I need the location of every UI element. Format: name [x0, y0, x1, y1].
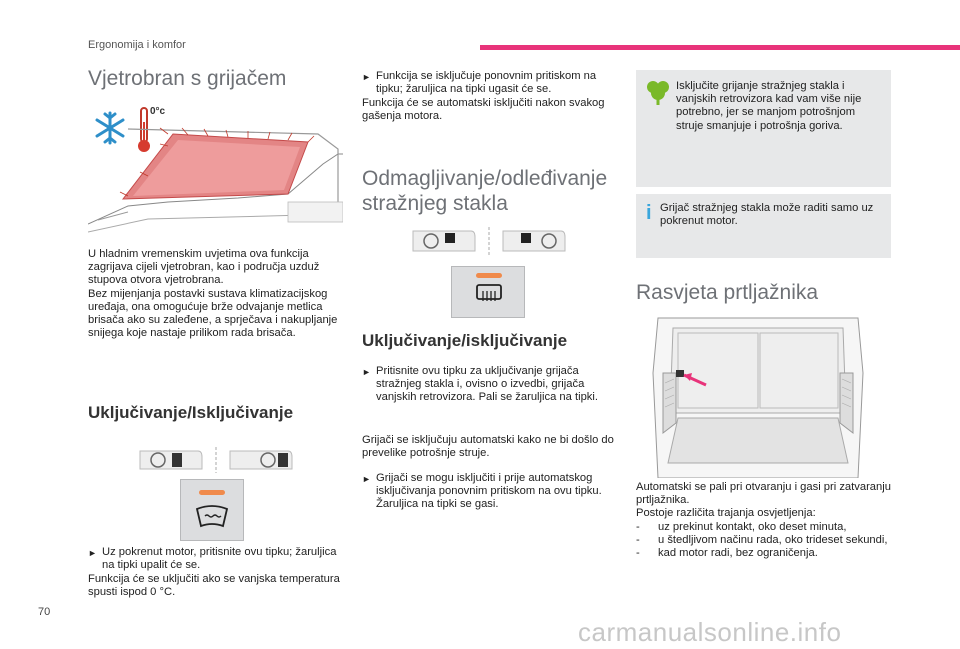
info-note-box	[636, 194, 891, 258]
bullet-arrow-icon: ►	[362, 72, 371, 82]
boot-illustration	[648, 313, 868, 483]
bullet-arrow-icon: ►	[88, 548, 97, 558]
windscreen-bullet	[88, 546, 343, 572]
windscreen-title: Vjetrobran s grijačem	[88, 67, 287, 90]
rear-off-bullet-text: Funkcija se isključuje ponovnim pritiskom na tipku; žaruljica na tipki ugasit će se.	[376, 70, 597, 96]
rear-dashboard-illustration	[411, 227, 567, 262]
info-note-text: Grijač stražnjeg stakla može raditi samo uz pokrenut motor.	[660, 202, 874, 228]
indicator-led	[199, 490, 225, 495]
rear-defrost-icon	[475, 283, 503, 310]
dashboard-illustration	[138, 447, 294, 478]
info-icon: i	[646, 202, 652, 224]
heated-windscreen-icon	[194, 504, 230, 535]
rear-auto-off-text: Funkcija će se automatski isključiti nakon svakog gašenja motora.	[362, 97, 605, 123]
windscreen-intro: U hladnim vremenskim uvjetima ova funkcija zagrijava cijeli vjetrobran, kao i područja uzduž stupova otvora vjetrobrana. Bez mijenjanja postavki sustava klimatizacijskog uređaja, ona omogućuje brže odvajanje metlica brisača ako su zaleđene, a sprječava i nakupljanje snijega koje nastaje prilikom rada brisača.	[88, 248, 338, 340]
rear-auto-text: Grijači se isključuju automatski kako ne bi došlo do prevelike potrošnje struje.	[362, 434, 614, 460]
rear-defrost-title: Odmagljivanje/odleđivanje stražnjeg stakla	[362, 167, 608, 215]
temperature-label: 0°c	[150, 106, 166, 117]
section-accent-bar	[480, 45, 960, 50]
list-item-text: kad motor radi, bez ograničenja.	[658, 547, 818, 560]
rear-on-bullet	[362, 365, 617, 405]
heated-windscreen-illustration	[88, 124, 343, 239]
rear-early-off-bullet-text: Grijači se mogu isključiti i prije automatskog isključivanja ponovnim pritiskom na ovu tipku. Žaruljica na tipki se gasi.	[376, 472, 602, 511]
heated-windscreen-button[interactable]	[180, 479, 244, 541]
eco-note-text: Isključite grijanje stražnjeg stakla i vanjskih retrovizora kad vam više nije potrebno, jer se manjom potrošnjom struje smanjuje i potrošnja goriva.	[676, 80, 862, 132]
windscreen-after: Funkcija će se uključiti ako se vanjska temperatura spusti ispod 0 °C.	[88, 573, 340, 599]
bullet-arrow-icon: ►	[362, 367, 371, 377]
eco-leaf-icon	[646, 78, 670, 111]
boot-light-title: Rasvjeta prtljažnika	[636, 281, 819, 304]
rear-early-off-bullet	[362, 472, 617, 512]
rear-on-bullet-text: Pritisnite ovu tipku za uključivanje grijača stražnjeg stakla i, ovisno o izvedbi, grijača vanjskih retrovizora. Pali se žaruljica na tipki.	[376, 365, 598, 404]
list-item: - kad motor radi, bez ograničenja.	[636, 547, 818, 560]
windscreen-switch-title: Uključivanje/Isključivanje	[88, 403, 294, 422]
rear-off-bullet	[362, 70, 617, 96]
page-number: 70	[38, 606, 51, 618]
boot-light-duration-list	[636, 521, 891, 561]
list-item: - u štedljivom načinu rada, oko trideset sekundi,	[636, 534, 888, 547]
windscreen-bullet-text: Uz pokrenut motor, pritisnite ovu tipku; žaruljica na tipki upalit će se.	[102, 546, 337, 572]
section-label: Ergonomija i komfor	[88, 39, 186, 51]
rear-screen-heating-button[interactable]	[451, 266, 525, 318]
watermark: carmanualsonline.info	[578, 617, 842, 647]
list-item-text: u štedljivom načinu rada, oko trideset sekundi,	[658, 534, 888, 547]
list-item: - uz prekinut kontakt, oko deset minuta,	[636, 521, 847, 533]
boot-light-text: Automatski se pali pri otvaranju i gasi pri zatvaranju prtljažnika. Postoje različita trajanja osvjetljenja:	[636, 481, 891, 520]
rear-switch-title: Uključivanje/isključivanje	[362, 331, 568, 350]
bullet-arrow-icon: ►	[362, 474, 371, 484]
indicator-led	[476, 273, 502, 278]
eco-note-box	[636, 70, 891, 187]
list-item-text: uz prekinut kontakt, oko deset minuta,	[658, 521, 847, 533]
